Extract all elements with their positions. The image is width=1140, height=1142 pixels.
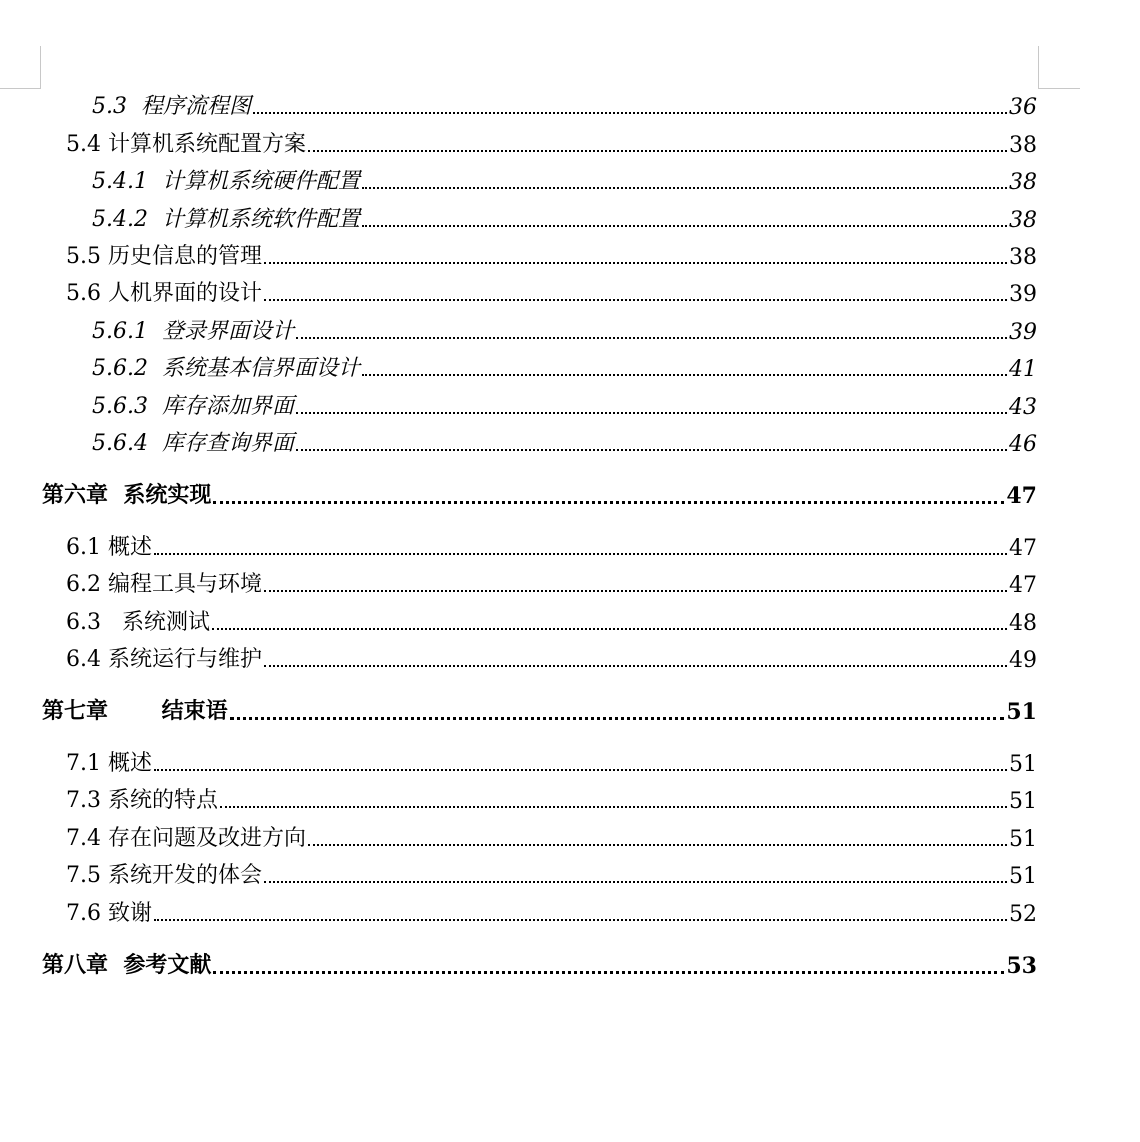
toc-label: 5.3 程序流程图 (92, 94, 252, 119)
toc-label: 7.6 致谢 (66, 901, 153, 926)
dot-leader (296, 336, 1007, 339)
toc-page-number: 49 (1009, 648, 1037, 673)
toc-page-number: 53 (1006, 953, 1037, 979)
toc-entry-5-6[interactable] (66, 277, 1037, 307)
dot-leader (212, 627, 1007, 630)
toc-page-number: 43 (1009, 395, 1037, 420)
dot-leader (362, 186, 1007, 189)
dot-leader (362, 224, 1007, 227)
dot-leader (308, 843, 1007, 846)
toc-page-number: 52 (1009, 902, 1037, 927)
toc-label: 6.4 系统运行与维护 (66, 647, 263, 672)
toc-label: 5.6.3 库存添加界面 (92, 394, 294, 419)
toc-page-number: 38 (1009, 208, 1037, 233)
dot-leader (154, 918, 1007, 921)
dot-leader (264, 261, 1007, 264)
toc-entry-5-4-1[interactable] (92, 165, 1037, 195)
toc-entry-6-2[interactable] (66, 568, 1037, 598)
toc-entry-6-4[interactable] (66, 643, 1037, 673)
toc-entry-7-1[interactable] (66, 747, 1037, 777)
toc-page-number: 48 (1009, 611, 1037, 636)
toc-label: 5.6.4 库存查询界面 (92, 431, 294, 456)
toc-chapter-8[interactable] (42, 949, 1037, 979)
toc-page-number: 47 (1009, 536, 1037, 561)
toc-label: 第六章 系统实现 (42, 482, 212, 508)
dot-leader (253, 111, 1007, 114)
toc-label: 5.4 计算机系统配置方案 (66, 132, 307, 157)
crop-mark-top-right (1038, 46, 1039, 88)
toc-entry-7-4[interactable] (66, 822, 1037, 852)
toc-entry-5-6-1[interactable] (92, 315, 1037, 345)
toc-chapter-7[interactable] (42, 695, 1037, 725)
toc-page-number: 51 (1009, 789, 1037, 814)
dot-leader (264, 298, 1007, 301)
toc-entry-5-3[interactable] (92, 90, 1037, 120)
toc-label: 7.5 系统开发的体会 (66, 863, 263, 888)
toc-entry-5-6-3[interactable] (92, 390, 1037, 420)
toc-label: 7.3 系统的特点 (66, 788, 219, 813)
toc-page-number: 36 (1009, 95, 1037, 120)
toc-page-number: 38 (1009, 170, 1037, 195)
dot-leader (264, 589, 1007, 592)
toc-label: 6.3 系统测试 (66, 610, 210, 635)
toc-label: 5.4.2 计算机系统软件配置 (92, 207, 360, 232)
toc-label: 第七章 结束语 (42, 698, 228, 724)
crop-mark-top-left (40, 46, 41, 88)
toc-entry-7-6[interactable] (66, 897, 1037, 927)
toc-page-number: 38 (1009, 133, 1037, 158)
toc-label: 6.1 概述 (66, 535, 153, 560)
toc-label: 5.4.1 计算机系统硬件配置 (92, 169, 360, 194)
toc-page-number: 38 (1009, 245, 1037, 270)
dot-leader (296, 448, 1007, 451)
toc-page-number: 41 (1009, 357, 1037, 382)
toc-page-number: 39 (1009, 320, 1037, 345)
toc-label: 第八章 参考文献 (42, 952, 212, 978)
toc-page-number: 39 (1009, 282, 1037, 307)
toc-page-number: 51 (1009, 752, 1037, 777)
toc-label: 6.2 编程工具与环境 (66, 572, 263, 597)
dot-leader (308, 149, 1007, 152)
toc-label: 5.6 人机界面的设计 (66, 281, 263, 306)
dot-leader (154, 768, 1007, 771)
crop-mark-top-right (1038, 88, 1080, 89)
crop-mark-top-left (0, 88, 41, 89)
dot-leader (213, 970, 1004, 974)
toc-label: 5.6.2 系统基本信界面设计 (92, 356, 360, 381)
toc-entry-6-3[interactable] (66, 606, 1037, 636)
toc-entry-5-4-2[interactable] (92, 203, 1037, 233)
toc-page-number: 46 (1009, 432, 1037, 457)
dot-leader (264, 880, 1007, 883)
toc-chapter-6[interactable] (42, 479, 1037, 509)
toc-page-number: 51 (1009, 864, 1037, 889)
toc-page-number: 51 (1009, 827, 1037, 852)
dot-leader (362, 373, 1007, 376)
dot-leader (296, 411, 1007, 414)
toc-entry-5-4[interactable] (66, 128, 1037, 158)
toc-label: 7.4 存在问题及改进方向 (66, 826, 307, 851)
dot-leader (213, 500, 1004, 504)
toc-entry-5-6-2[interactable] (92, 352, 1037, 382)
toc-page-number: 51 (1006, 699, 1037, 725)
toc-entry-6-1[interactable] (66, 531, 1037, 561)
dot-leader (154, 552, 1007, 555)
toc-entry-7-3[interactable] (66, 784, 1037, 814)
toc-page-number: 47 (1009, 573, 1037, 598)
toc-entry-5-6-4[interactable] (92, 427, 1037, 457)
toc-entry-7-5[interactable] (66, 859, 1037, 889)
toc-label: 7.1 概述 (66, 751, 153, 776)
toc-label: 5.6.1 登录界面设计 (92, 319, 294, 344)
toc-label: 5.5 历史信息的管理 (66, 244, 263, 269)
dot-leader (230, 716, 1005, 720)
dot-leader (220, 805, 1007, 808)
toc-entry-5-5[interactable] (66, 240, 1037, 270)
dot-leader (264, 664, 1007, 667)
toc-page-number: 47 (1006, 483, 1037, 509)
